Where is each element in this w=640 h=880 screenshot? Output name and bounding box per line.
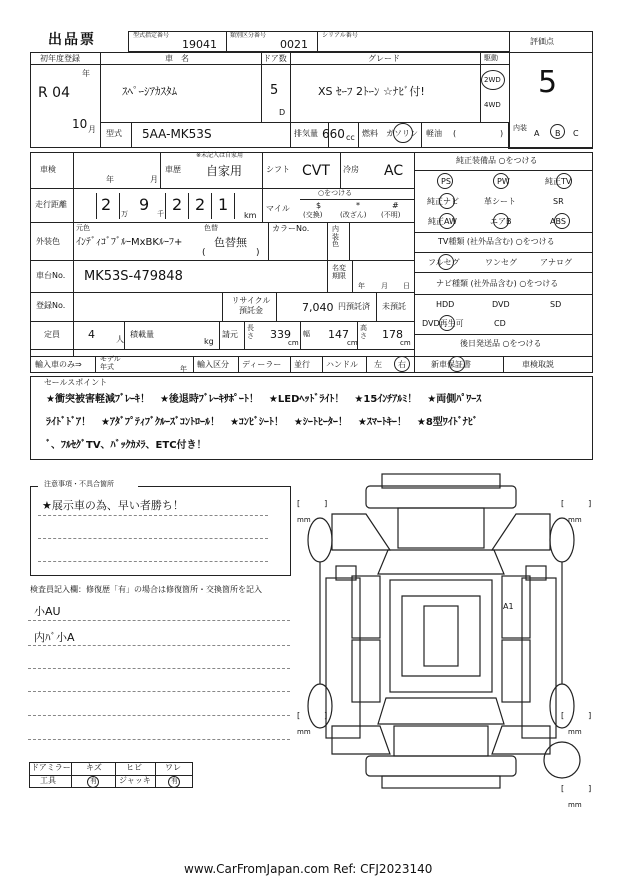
mileage-digit: 2 xyxy=(101,195,112,214)
paren-close: ) xyxy=(256,248,260,258)
car-name-label: 車 名 xyxy=(165,54,189,63)
interior-b: B xyxy=(555,129,561,138)
aircon-label: 冷房 xyxy=(343,165,359,174)
footer-ref: www.CarFromJapan.com Ref: CFJ2023140 xyxy=(184,862,433,876)
tool-value: 有 xyxy=(90,777,97,785)
sales-line: ★衝突被害軽減ﾌﾞﾚｰｷ！ ★後退時ﾌﾞﾚｰｷｻﾎﾟｰﾄ！ ★LEDﾍｯﾄﾞﾗｲﾄ！ ★15ｲﾝﾁｱﾙﾐ！ ★両側ﾊﾟﾜｰｽ xyxy=(46,394,482,405)
crack-label: ヒビ xyxy=(126,763,142,772)
doors-sub: D xyxy=(279,108,286,117)
capacity-label: 定員 xyxy=(44,330,60,339)
length: 339 xyxy=(270,328,291,341)
insp-year-unit: 年 xyxy=(106,175,114,184)
nc-year-unit: 年 xyxy=(358,282,365,290)
name-change-label: 名変期限 xyxy=(332,264,346,280)
model-type-label: 型式 xyxy=(106,129,122,138)
month-unit: 月 xyxy=(88,125,96,134)
sheet-title: 出品票 xyxy=(48,32,96,48)
nc-day-unit: 日 xyxy=(403,282,410,290)
model-year-label: モデル年式 xyxy=(100,355,121,371)
history-note: ※未記入は自家用 xyxy=(196,152,244,159)
drive-2wd: 2WD xyxy=(484,76,501,84)
height-label: 高さ xyxy=(360,324,367,340)
first-reg-month: 10 xyxy=(72,117,88,131)
tool-label: 工具 xyxy=(40,776,56,785)
orig-color: ｲﾝﾃﾞｨｺﾞﾌﾞﾙｰMxBKﾙｰﾌ+ xyxy=(76,237,183,248)
load-label: 積載量 xyxy=(130,330,154,339)
not-deposit: 未預託 xyxy=(382,302,406,311)
mile-label: マイル xyxy=(266,204,290,213)
history: 自家用 xyxy=(206,164,243,178)
mm-spare: mm xyxy=(568,801,582,809)
bracket-rl: [ ] xyxy=(297,711,328,720)
man-unit: 万 xyxy=(121,210,128,218)
drive-4wd: 4WD xyxy=(484,101,501,109)
aircon: AC xyxy=(384,163,404,179)
equip-aw: 純正AW xyxy=(428,217,457,226)
opt-dollar-sub: (交換) xyxy=(303,211,323,219)
grade-label: グレード xyxy=(368,54,400,63)
shift-label: シフト xyxy=(266,165,290,174)
cc-unit: cc xyxy=(346,133,355,142)
capacity: 4 xyxy=(88,328,95,341)
int-color-label: 内装色 xyxy=(332,225,339,249)
fuel-gasoline: ガソリン xyxy=(386,129,418,138)
orig-color-label: 元色 xyxy=(76,224,90,232)
later-warranty: 新車保証書 xyxy=(431,360,471,369)
equip-pw: PW xyxy=(497,177,510,186)
sales-title: セールスポイント xyxy=(44,378,108,387)
tv-oneseg: ワンセグ xyxy=(485,258,517,267)
inspection-label: 車検 xyxy=(40,165,56,174)
inspector-line: 小AU xyxy=(34,605,61,618)
equip-ps: PS xyxy=(441,177,451,186)
recycle-label: リサイクル預託金 xyxy=(231,296,271,315)
opt-star-sub: (改ざん) xyxy=(340,211,367,219)
mark-note: ○をつける xyxy=(318,189,353,197)
mileage-label: 走行距離 xyxy=(35,200,67,209)
mirror-label: ドアミラー xyxy=(31,763,71,772)
damage-mark-a1: A1 xyxy=(503,602,514,611)
tv-fullseg: フルセグ xyxy=(428,258,460,267)
equip-sr: SR xyxy=(553,197,564,206)
first-reg-label: 初年度登録 xyxy=(40,54,80,63)
navi-hdd: HDD xyxy=(436,300,455,309)
navi-dvd: DVD xyxy=(492,300,510,309)
cm-unit: cm xyxy=(288,339,299,347)
class-no: 0021 xyxy=(280,38,308,51)
insp-month-unit: 月 xyxy=(150,175,158,184)
scratch-label: キズ xyxy=(86,763,102,772)
car-name: ｽﾍﾟｰｼｱｶｽﾀﾑ xyxy=(122,85,177,98)
navi-title: ナビ種類 (社外品含む) ○をつける xyxy=(436,279,559,288)
nc-month-unit: 月 xyxy=(381,282,388,290)
price-label: 請元 xyxy=(222,330,238,339)
sales-line: ﾞ、ﾌﾙｾｸﾞTV、ﾊﾞｯｸｶﾒﾗ、ETC付き！ xyxy=(46,440,207,451)
notes-line: ★展示車の為、早い者勝ち！ xyxy=(42,499,184,512)
length-label: 長さ xyxy=(247,324,254,340)
paren-open: ( xyxy=(202,248,206,258)
car-damage-diagram xyxy=(290,470,600,810)
grade-score: 5 xyxy=(538,65,558,100)
handle-left: 左 xyxy=(374,360,382,369)
reg-label: 登録No. xyxy=(36,301,66,310)
cap-unit: 人 xyxy=(116,335,124,344)
cm-unit: cm xyxy=(400,339,411,347)
equip-navi: 純正ナビ xyxy=(427,197,459,206)
break-label: ワレ xyxy=(165,763,181,772)
chassis-no: MK53S-479848 xyxy=(84,269,183,284)
equip-title: 純正装備品 ○をつける xyxy=(456,156,538,165)
history-label: 車歴 xyxy=(165,165,181,174)
km-unit: km xyxy=(244,211,257,220)
class-no-label: 類別区分番号 xyxy=(230,32,267,39)
grade: XS ｾｰﾌ 2ﾄｰﾝ ☆ﾅﾋﾞ付! xyxy=(318,85,425,98)
inspector-line: 内ﾊﾞ小A xyxy=(34,631,75,644)
ext-color-label: 外装色 xyxy=(36,237,60,246)
doors-label: ドア数 xyxy=(263,54,287,63)
kg-unit: kg xyxy=(204,337,214,346)
navi-cd: CD xyxy=(494,319,506,328)
fuel-label: 燃料 xyxy=(362,129,378,138)
model-type: 5AA-MK53S xyxy=(142,127,212,141)
opt-star: * xyxy=(356,201,360,210)
navi-sd: SD xyxy=(550,300,562,309)
width: 147 xyxy=(328,328,349,341)
serial-label: シリアル番号 xyxy=(322,32,358,39)
light-oil-label: 軽油 xyxy=(426,129,442,138)
model-year-unit: 年 xyxy=(180,365,187,373)
displacement-label: 排気量 xyxy=(294,129,318,138)
bracket-fl: [ ] xyxy=(297,499,328,508)
width-label: 幅 xyxy=(303,330,310,338)
import-class-label: 輸入区分 xyxy=(197,360,229,369)
inspector-title: 検査員記入欄：修復歴「有」の場合は修復箇所・交換箇所を記入 xyxy=(30,585,262,594)
doors: 5 xyxy=(270,83,279,98)
sales-line: ﾗｲﾄﾞﾄﾞｱ！ ★ｱﾀﾞﾌﾟﾃｨﾌﾞｸﾙｰｽﾞｺﾝﾄﾛｰﾙ！ ★ｺﾝﾋﾞｼｰﾄ！ ★ｼｰﾄﾋｰﾀｰ！ ★ｽﾏｰﾄｷｰ！ ★8型ﾜｲﾄﾞﾅﾋﾞ xyxy=(46,417,478,428)
shift: CVT xyxy=(302,163,330,179)
tv-title: TV種類 (社外品含む) ○をつける xyxy=(438,237,555,246)
equip-abs: ABS xyxy=(550,217,566,226)
mileage-digit: 2 xyxy=(195,195,206,214)
equip-tv: 純正TV xyxy=(545,177,572,186)
displacement: 660 xyxy=(322,127,345,141)
cm-unit: cm xyxy=(347,339,358,347)
mm-rr: mm xyxy=(568,728,582,736)
mm-rl: mm xyxy=(297,728,311,736)
mileage-digit: 2 xyxy=(172,195,183,214)
recycle-amount: 7,040 xyxy=(302,301,334,314)
mm-fl: mm xyxy=(297,516,311,524)
fuel-circle xyxy=(393,123,413,143)
first-reg-era: R 04 xyxy=(38,85,70,101)
navi-dvd-play: DVD再生可 xyxy=(422,319,464,328)
mileage-digit: 9 xyxy=(139,195,150,214)
drive-label: 駆動 xyxy=(484,54,498,62)
opt-hash: # xyxy=(392,201,399,210)
later-title: 後日発送品 ○をつける xyxy=(460,339,542,348)
later-manual: 車検取説 xyxy=(522,360,554,369)
year-unit: 年 xyxy=(82,69,90,78)
color-no-label: カラーNo. xyxy=(272,224,310,233)
interior-a: A xyxy=(534,129,540,138)
jack-label: ジャッキ xyxy=(119,776,151,785)
interior-b-circle xyxy=(550,124,565,139)
opt-hash-sub: (不明) xyxy=(381,211,401,219)
interior-label: 内装 xyxy=(513,124,527,132)
notes-title: 注意事項・不具合箇所 xyxy=(44,480,114,488)
equip-airbag: エアB xyxy=(490,217,512,226)
bracket-spare: [ ] xyxy=(561,784,592,793)
dealer: ディーラー xyxy=(242,360,282,369)
bracket-rr: [ ] xyxy=(561,711,592,720)
drive-2wd-circle xyxy=(481,70,505,90)
import-label: 輸入車のみ⇒ xyxy=(35,360,82,369)
opt-dollar: $ xyxy=(316,201,322,210)
parallel: 並行 xyxy=(294,360,310,369)
model-no-label: 型式指定番号 xyxy=(133,32,170,39)
deposit-status: 円預託済 xyxy=(338,302,370,311)
equip-leather: 革シート xyxy=(484,197,516,206)
color-change-label: 色替 xyxy=(204,224,218,232)
jack-value: 有 xyxy=(171,777,178,785)
height: 178 xyxy=(382,328,403,341)
model-no: 19041 xyxy=(182,38,217,51)
mm-fr: mm xyxy=(568,516,582,524)
mileage-digit: 1 xyxy=(218,195,229,214)
chassis-label: 車台No. xyxy=(36,271,66,280)
handle-right: 右 xyxy=(398,360,406,369)
handle-label: ハンドル xyxy=(326,360,358,369)
tv-analog: アナログ xyxy=(540,258,572,267)
grade-score-label: 評価点 xyxy=(530,37,554,46)
interior-c: C xyxy=(573,129,579,138)
bracket-fr: [ ] xyxy=(561,499,592,508)
handle-right-circle xyxy=(394,356,410,372)
sen-unit: 千 xyxy=(157,210,164,218)
color-change: 色替無 xyxy=(214,236,247,249)
